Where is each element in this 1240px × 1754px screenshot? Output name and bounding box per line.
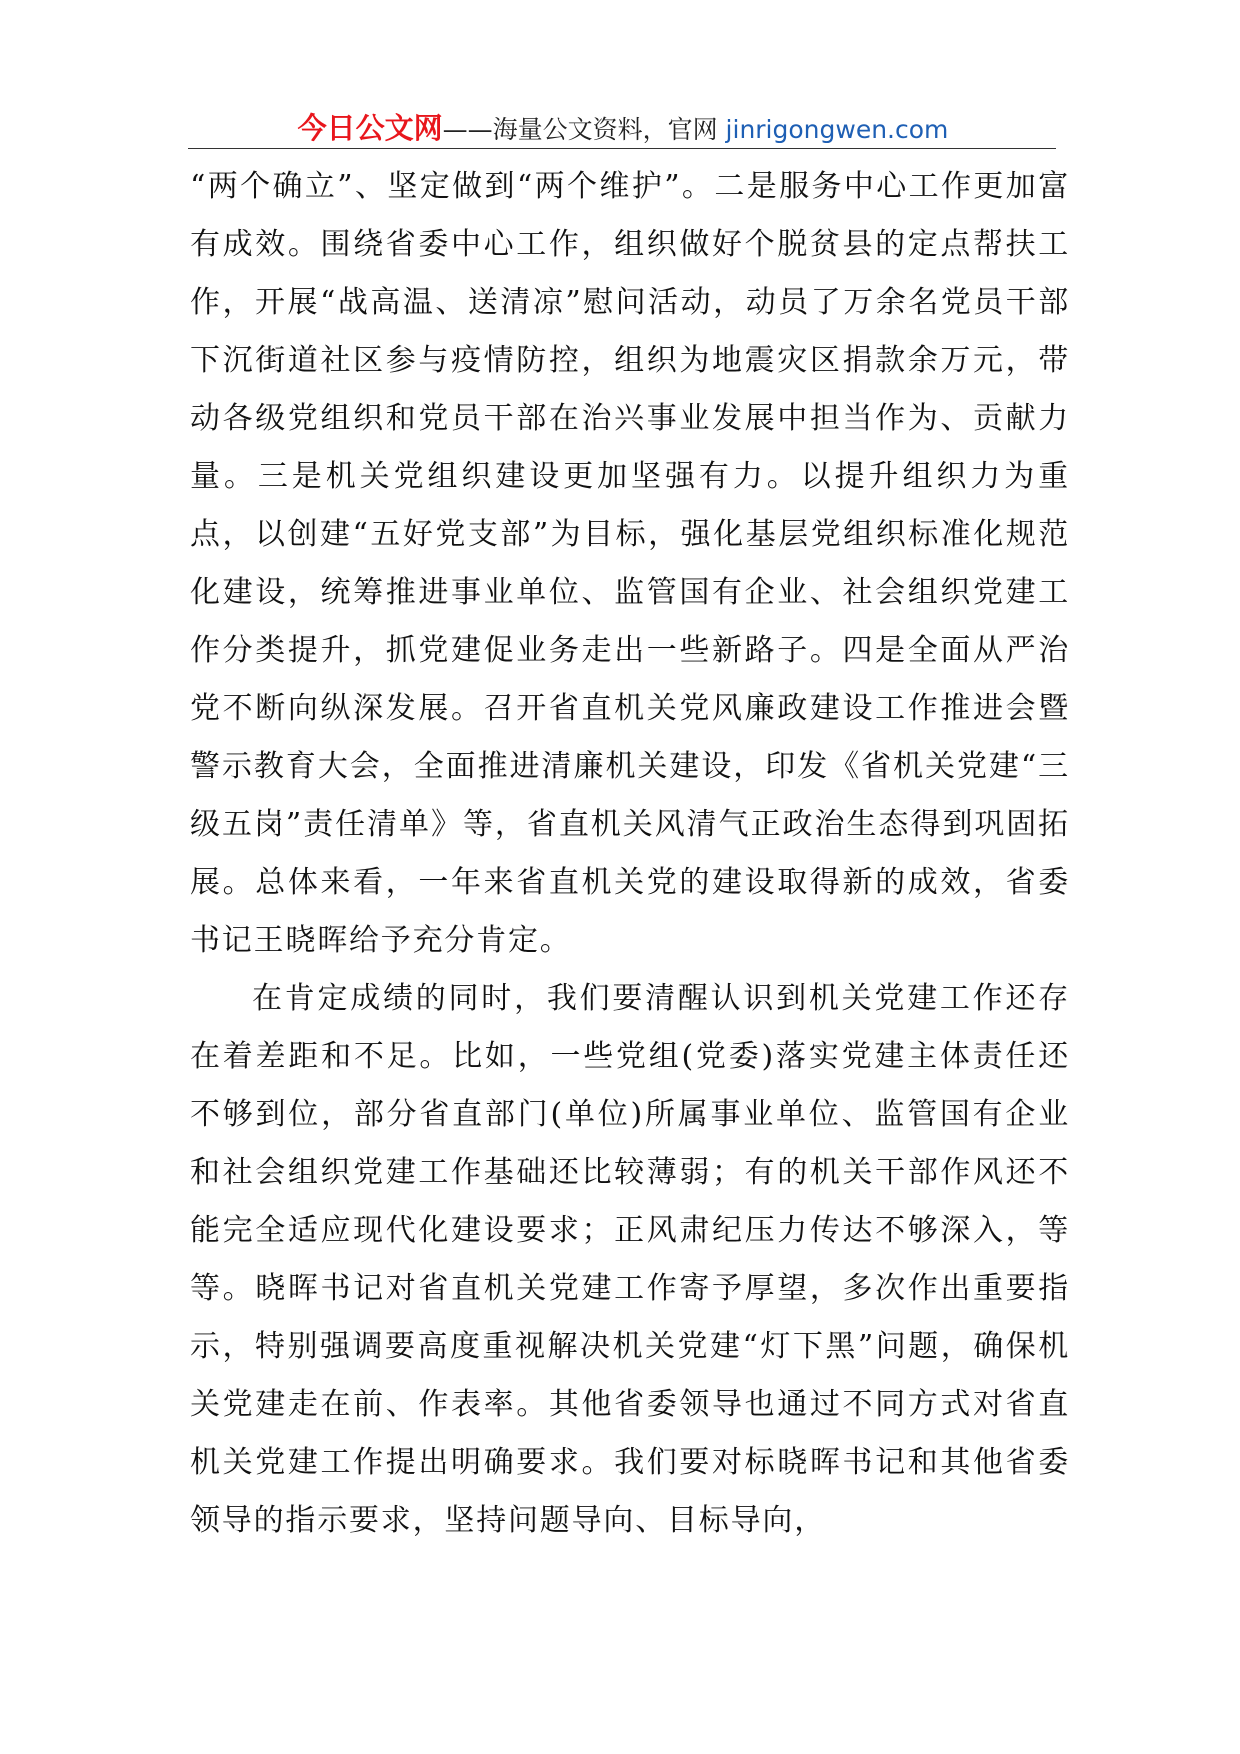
document-body — [190, 158, 1070, 1550]
header-divider — [188, 148, 1056, 149]
site-brand: 今日公文网 — [297, 111, 443, 145]
header-tagline: 海量公文资料，官网 — [492, 115, 726, 144]
paragraph-continued: “两个确立”、坚定做到“两个维护”。二是服务中心工作更加富有成效。围绕省委中心工作，组织做好个脱贫县的定点帮扶工作，开展“战高温、送清凉”慰问活动，动员了万余名党员干部下沉街道社区参与疫情防控，组织为地震灾区捐款余万元，带动各级党组织和党员干部在治兴事业发展中担当作为、贡献力量。三是机关党组织建设更加坚强有力。以提升组织力为重点，以创建“五好党支部”为目标，强化基层党组织标准化规范化建设，统筹推进事业单位、监管国有企业、社会组织党建工作分类提升，抓党建促业务走出一些新路子。四是全面从严治党不断向纵深发展。召开省直机关党风廉政建设工作推进会暨警示教育大会，全面推进清廉机关建设，印发《省机关党建“三级五岗”责任清单》等，省直机关风清气正政治生态得到巩固拓展。总体来看，一年来省直机关党的建设取得新的成效，省委书记王晓晖给予充分肯定。 — [190, 169, 1070, 958]
paragraph: 在肯定成绩的同时，我们要清醒认识到机关党建工作还存在着差距和不足。比如，一些党组(党委)落实党建主体责任还不够到位，部分省直部门(单位)所属事业单位、监管国有企业和社会组织党建工作基础还比较薄弱；有的机关干部作风还不能完全适应现代化建设要求；正风肃纪压力传达不够深入，等等。晓晖书记对省直机关党建工作寄予厚望，多次作出重要指示，特别强调要高度重视解决机关党建“灯下黑”问题，确保机关党建走在前、作表率。其他省委领导也通过不同方式对省直机关党建工作提出明确要求。我们要对标晓晖书记和其他省委领导的指示要求，坚持问题导向、目标导向， — [190, 981, 1070, 1538]
site-link[interactable]: jinrigongwen.com — [725, 115, 949, 144]
header-dash: —— — [442, 115, 493, 144]
page-header — [188, 106, 1058, 146]
